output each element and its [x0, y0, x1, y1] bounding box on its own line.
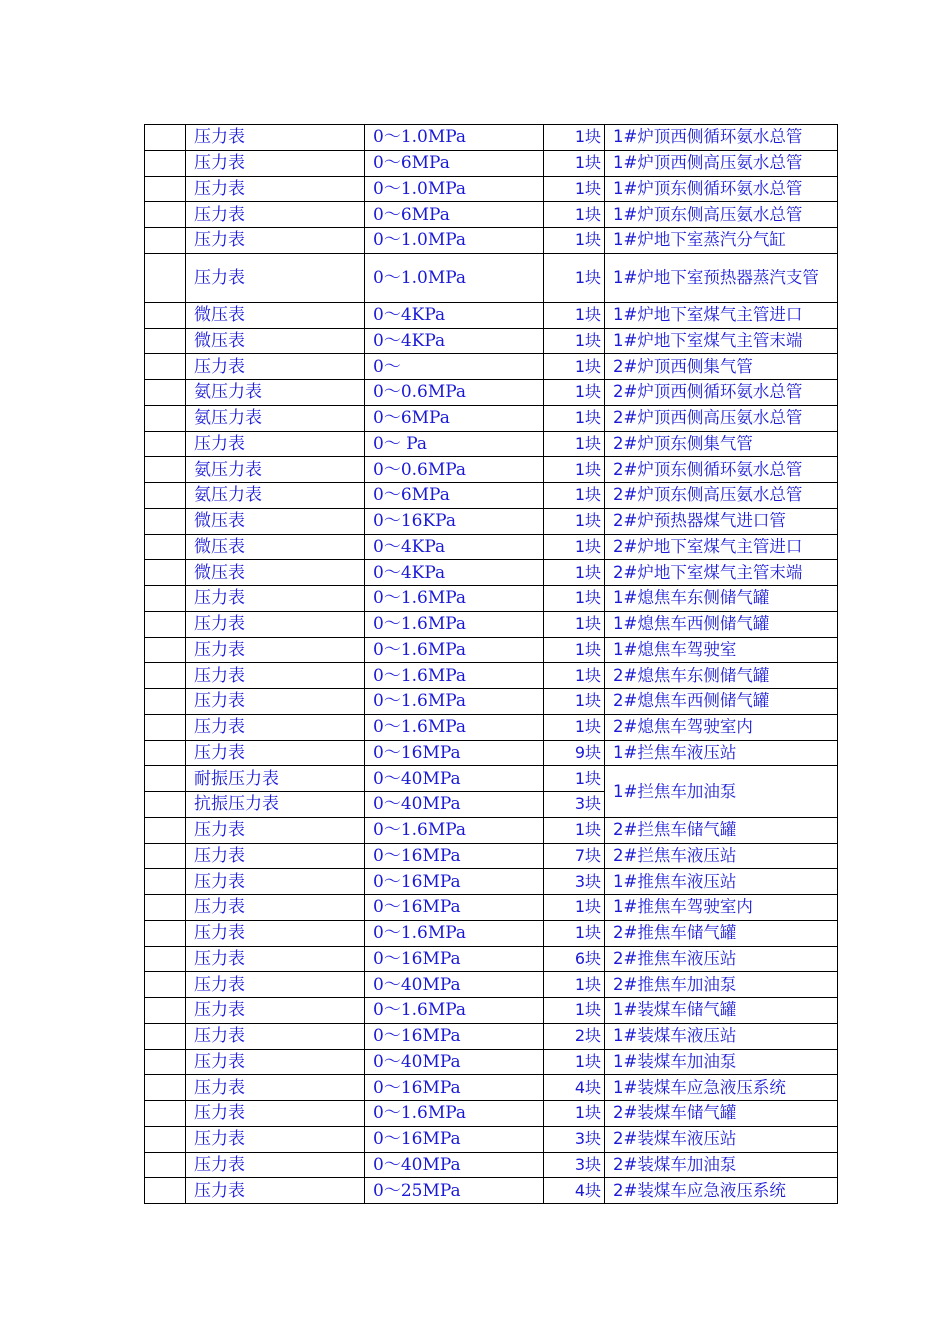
index-cell [145, 998, 186, 1024]
index-cell [145, 1049, 186, 1075]
location-cell: 1#拦焦车加油泵 [605, 766, 838, 818]
gauge-name-cell: 压力表 [186, 1152, 365, 1178]
index-cell [145, 328, 186, 354]
range-cell: 0～6MPa [365, 202, 544, 228]
quantity-cell: 1块 [544, 457, 605, 483]
quantity-cell: 2块 [544, 1023, 605, 1049]
table-row [145, 302, 838, 328]
index-cell [145, 176, 186, 202]
location-cell: 1#炉地下室煤气主管进口 [605, 302, 838, 328]
gauge-name-cell: 压力表 [186, 1023, 365, 1049]
gauge-name-cell: 压力表 [186, 920, 365, 946]
table-row [145, 560, 838, 586]
quantity-cell: 1块 [544, 328, 605, 354]
range-cell: 0～16MPa [365, 1023, 544, 1049]
table-row [145, 740, 838, 766]
gauge-name-cell: 氨压力表 [186, 405, 365, 431]
table-row [145, 483, 838, 509]
location-cell: 2#炉预热器煤气进口管 [605, 508, 838, 534]
gauge-name-cell: 压力表 [186, 998, 365, 1024]
range-cell: 0～1.6MPa [365, 920, 544, 946]
range-cell: 0～1.6MPa [365, 663, 544, 689]
range-cell: 0～1.0MPa [365, 253, 544, 302]
quantity-cell: 1块 [544, 637, 605, 663]
location-cell: 1#炉顶东侧高压氨水总管 [605, 202, 838, 228]
range-cell: 0～16MPa [365, 895, 544, 921]
table-row [145, 1075, 838, 1101]
index-cell [145, 1126, 186, 1152]
quantity-cell: 1块 [544, 380, 605, 406]
range-cell: 0～40MPa [365, 972, 544, 998]
table-row [145, 663, 838, 689]
gauge-name-cell: 压力表 [186, 150, 365, 176]
quantity-cell: 1块 [544, 202, 605, 228]
quantity-cell: 1块 [544, 483, 605, 509]
table-body [145, 125, 838, 1204]
index-cell [145, 817, 186, 843]
range-cell: 0～40MPa [365, 792, 544, 818]
quantity-cell: 1块 [544, 560, 605, 586]
index-cell [145, 457, 186, 483]
range-cell: 0～ [365, 354, 544, 380]
quantity-cell: 1块 [544, 611, 605, 637]
range-cell: 0～6MPa [365, 150, 544, 176]
table-row [145, 1049, 838, 1075]
gauge-name-cell: 压力表 [186, 869, 365, 895]
index-cell [145, 560, 186, 586]
table-row [145, 150, 838, 176]
quantity-cell: 1块 [544, 534, 605, 560]
location-cell: 2#推焦车加油泵 [605, 972, 838, 998]
range-cell: 0～0.6MPa [365, 457, 544, 483]
index-cell [145, 202, 186, 228]
quantity-cell: 1块 [544, 405, 605, 431]
quantity-cell: 1块 [544, 302, 605, 328]
gauge-name-cell: 压力表 [186, 228, 365, 254]
table-row [145, 253, 838, 302]
location-cell: 1#炉顶西侧高压氨水总管 [605, 150, 838, 176]
location-cell: 1#推焦车液压站 [605, 869, 838, 895]
range-cell: 0～40MPa [365, 1049, 544, 1075]
location-cell: 1#推焦车驾驶室内 [605, 895, 838, 921]
table-row [145, 354, 838, 380]
range-cell: 0～1.0MPa [365, 125, 544, 151]
quantity-cell: 1块 [544, 125, 605, 151]
location-cell: 1#装煤车加油泵 [605, 1049, 838, 1075]
range-cell: 0～1.6MPa [365, 714, 544, 740]
range-cell: 0～1.6MPa [365, 817, 544, 843]
gauge-name-cell: 氨压力表 [186, 380, 365, 406]
range-cell: 0～16MPa [365, 1126, 544, 1152]
table-row [145, 328, 838, 354]
index-cell [145, 895, 186, 921]
location-cell: 2#熄焦车东侧储气罐 [605, 663, 838, 689]
gauge-name-cell: 压力表 [186, 663, 365, 689]
index-cell [145, 534, 186, 560]
gauge-name-cell: 压力表 [186, 817, 365, 843]
gauge-name-cell: 压力表 [186, 946, 365, 972]
location-cell: 1#炉地下室预热器蒸汽支管 [605, 253, 838, 302]
gauge-name-cell: 抗振压力表 [186, 792, 365, 818]
location-cell: 1#熄焦车东侧储气罐 [605, 586, 838, 612]
gauge-name-cell: 压力表 [186, 1126, 365, 1152]
table-row [145, 125, 838, 151]
index-cell [145, 946, 186, 972]
table-row [145, 1178, 838, 1204]
range-cell: 0～16MPa [365, 843, 544, 869]
table-row [145, 998, 838, 1024]
quantity-cell: 1块 [544, 689, 605, 715]
index-cell [145, 483, 186, 509]
quantity-cell: 9块 [544, 740, 605, 766]
table-row [145, 1023, 838, 1049]
gauge-name-cell: 压力表 [186, 637, 365, 663]
index-cell [145, 586, 186, 612]
table-row [145, 689, 838, 715]
index-cell [145, 663, 186, 689]
range-cell: 0～16MPa [365, 740, 544, 766]
gauge-name-cell: 压力表 [186, 354, 365, 380]
quantity-cell: 1块 [544, 1101, 605, 1127]
range-cell: 0～ Pa [365, 431, 544, 457]
gauge-name-cell: 压力表 [186, 176, 365, 202]
index-cell [145, 125, 186, 151]
index-cell [145, 228, 186, 254]
table-row [145, 176, 838, 202]
location-cell: 2#炉顶东侧循环氨水总管 [605, 457, 838, 483]
index-cell [145, 843, 186, 869]
gauge-name-cell: 压力表 [186, 1049, 365, 1075]
table-row [145, 405, 838, 431]
quantity-cell: 1块 [544, 354, 605, 380]
range-cell: 0～4KPa [365, 302, 544, 328]
quantity-cell: 1块 [544, 1049, 605, 1075]
table-row [145, 1152, 838, 1178]
location-cell: 1#熄焦车西侧储气罐 [605, 611, 838, 637]
range-cell: 0～16MPa [365, 869, 544, 895]
range-cell: 0～1.6MPa [365, 586, 544, 612]
location-cell: 2#熄焦车西侧储气罐 [605, 689, 838, 715]
quantity-cell: 1块 [544, 508, 605, 534]
range-cell: 0～1.6MPa [365, 998, 544, 1024]
index-cell [145, 792, 186, 818]
index-cell [145, 1023, 186, 1049]
table-row [145, 457, 838, 483]
quantity-cell: 3块 [544, 792, 605, 818]
index-cell [145, 508, 186, 534]
range-cell: 0～1.0MPa [365, 176, 544, 202]
quantity-cell: 1块 [544, 228, 605, 254]
range-cell: 0～6MPa [365, 483, 544, 509]
gauge-name-cell: 耐振压力表 [186, 766, 365, 792]
location-cell: 2#拦焦车储气罐 [605, 817, 838, 843]
location-cell: 1#炉地下室煤气主管末端 [605, 328, 838, 354]
index-cell [145, 611, 186, 637]
gauge-name-cell: 压力表 [186, 843, 365, 869]
quantity-cell: 1块 [544, 663, 605, 689]
index-cell [145, 972, 186, 998]
table-row [145, 869, 838, 895]
index-cell [145, 253, 186, 302]
location-cell: 2#拦焦车液压站 [605, 843, 838, 869]
index-cell [145, 302, 186, 328]
table-row [145, 586, 838, 612]
range-cell: 0～1.6MPa [365, 637, 544, 663]
index-cell [145, 766, 186, 792]
location-cell: 1#装煤车液压站 [605, 1023, 838, 1049]
quantity-cell: 4块 [544, 1075, 605, 1101]
location-cell: 2#装煤车液压站 [605, 1126, 838, 1152]
location-cell: 2#炉顶西侧循环氨水总管 [605, 380, 838, 406]
gauge-name-cell: 微压表 [186, 302, 365, 328]
range-cell: 0～16MPa [365, 1075, 544, 1101]
quantity-cell: 1块 [544, 972, 605, 998]
index-cell [145, 920, 186, 946]
quantity-cell: 7块 [544, 843, 605, 869]
location-cell: 2#炉地下室煤气主管进口 [605, 534, 838, 560]
index-cell [145, 869, 186, 895]
index-cell [145, 689, 186, 715]
index-cell [145, 380, 186, 406]
gauge-name-cell: 压力表 [186, 431, 365, 457]
range-cell: 0～1.0MPa [365, 228, 544, 254]
gauge-name-cell: 氨压力表 [186, 457, 365, 483]
location-cell: 1#拦焦车液压站 [605, 740, 838, 766]
index-cell [145, 1152, 186, 1178]
range-cell: 0～1.6MPa [365, 689, 544, 715]
index-cell [145, 1075, 186, 1101]
location-cell: 2#炉地下室煤气主管末端 [605, 560, 838, 586]
index-cell [145, 714, 186, 740]
gauge-name-cell: 压力表 [186, 611, 365, 637]
location-cell: 2#推焦车储气罐 [605, 920, 838, 946]
gauge-name-cell: 氨压力表 [186, 483, 365, 509]
range-cell: 0～6MPa [365, 405, 544, 431]
location-cell: 2#炉顶西侧集气管 [605, 354, 838, 380]
quantity-cell: 3块 [544, 1126, 605, 1152]
range-cell: 0～4KPa [365, 560, 544, 586]
gauge-name-cell: 微压表 [186, 560, 365, 586]
location-cell: 1#装煤车储气罐 [605, 998, 838, 1024]
gauge-name-cell: 压力表 [186, 586, 365, 612]
table-row [145, 431, 838, 457]
index-cell [145, 150, 186, 176]
quantity-cell: 1块 [544, 766, 605, 792]
table-row [145, 1126, 838, 1152]
quantity-cell: 3块 [544, 1152, 605, 1178]
quantity-cell: 1块 [544, 920, 605, 946]
table-row [145, 637, 838, 663]
quantity-cell: 6块 [544, 946, 605, 972]
range-cell: 0～0.6MPa [365, 380, 544, 406]
gauge-name-cell: 压力表 [186, 972, 365, 998]
location-cell: 1#炉顶东侧循环氨水总管 [605, 176, 838, 202]
table-row [145, 766, 838, 792]
index-cell [145, 637, 186, 663]
location-cell: 2#装煤车加油泵 [605, 1152, 838, 1178]
gauge-name-cell: 压力表 [186, 689, 365, 715]
range-cell: 0～1.6MPa [365, 611, 544, 637]
quantity-cell: 1块 [544, 150, 605, 176]
quantity-cell: 4块 [544, 1178, 605, 1204]
index-cell [145, 431, 186, 457]
table-row [145, 895, 838, 921]
quantity-cell: 1块 [544, 431, 605, 457]
gauge-name-cell: 微压表 [186, 508, 365, 534]
table-row [145, 843, 838, 869]
location-cell: 2#装煤车储气罐 [605, 1101, 838, 1127]
table-row [145, 817, 838, 843]
range-cell: 0～25MPa [365, 1178, 544, 1204]
quantity-cell: 1块 [544, 998, 605, 1024]
range-cell: 0～16MPa [365, 946, 544, 972]
range-cell: 0～1.6MPa [365, 1101, 544, 1127]
table-row [145, 714, 838, 740]
location-cell: 2#推焦车液压站 [605, 946, 838, 972]
location-cell: 1#装煤车应急液压系统 [605, 1075, 838, 1101]
index-cell [145, 1101, 186, 1127]
gauge-name-cell: 压力表 [186, 714, 365, 740]
location-cell: 1#熄焦车驾驶室 [605, 637, 838, 663]
quantity-cell: 1块 [544, 714, 605, 740]
location-cell: 1#炉顶西侧循环氨水总管 [605, 125, 838, 151]
table-row [145, 972, 838, 998]
gauge-name-cell: 压力表 [186, 740, 365, 766]
range-cell: 0～16KPa [365, 508, 544, 534]
location-cell: 2#炉顶西侧高压氨水总管 [605, 405, 838, 431]
range-cell: 0～40MPa [365, 766, 544, 792]
table-row [145, 611, 838, 637]
gauge-name-cell: 压力表 [186, 1178, 365, 1204]
gauge-name-cell: 压力表 [186, 253, 365, 302]
gauge-name-cell: 压力表 [186, 1101, 365, 1127]
table-row [145, 946, 838, 972]
quantity-cell: 1块 [544, 253, 605, 302]
quantity-cell: 3块 [544, 869, 605, 895]
quantity-cell: 1块 [544, 895, 605, 921]
table-row [145, 1101, 838, 1127]
index-cell [145, 740, 186, 766]
table-row [145, 202, 838, 228]
gauge-name-cell: 压力表 [186, 1075, 365, 1101]
location-cell: 2#炉顶东侧集气管 [605, 431, 838, 457]
table-row [145, 380, 838, 406]
range-cell: 0～4KPa [365, 328, 544, 354]
gauge-inventory-table [144, 124, 838, 1204]
quantity-cell: 1块 [544, 817, 605, 843]
location-cell: 2#炉顶东侧高压氨水总管 [605, 483, 838, 509]
gauge-name-cell: 压力表 [186, 125, 365, 151]
location-cell: 2#装煤车应急液压系统 [605, 1178, 838, 1204]
index-cell [145, 1178, 186, 1204]
gauge-name-cell: 压力表 [186, 895, 365, 921]
gauge-name-cell: 微压表 [186, 328, 365, 354]
location-cell: 1#炉地下室蒸汽分气缸 [605, 228, 838, 254]
index-cell [145, 354, 186, 380]
gauge-name-cell: 压力表 [186, 202, 365, 228]
quantity-cell: 1块 [544, 586, 605, 612]
range-cell: 0～4KPa [365, 534, 544, 560]
range-cell: 0～40MPa [365, 1152, 544, 1178]
quantity-cell: 1块 [544, 176, 605, 202]
table-row [145, 508, 838, 534]
location-cell: 2#熄焦车驾驶室内 [605, 714, 838, 740]
table-row [145, 228, 838, 254]
gauge-name-cell: 微压表 [186, 534, 365, 560]
table-row [145, 920, 838, 946]
index-cell [145, 405, 186, 431]
table-row [145, 534, 838, 560]
